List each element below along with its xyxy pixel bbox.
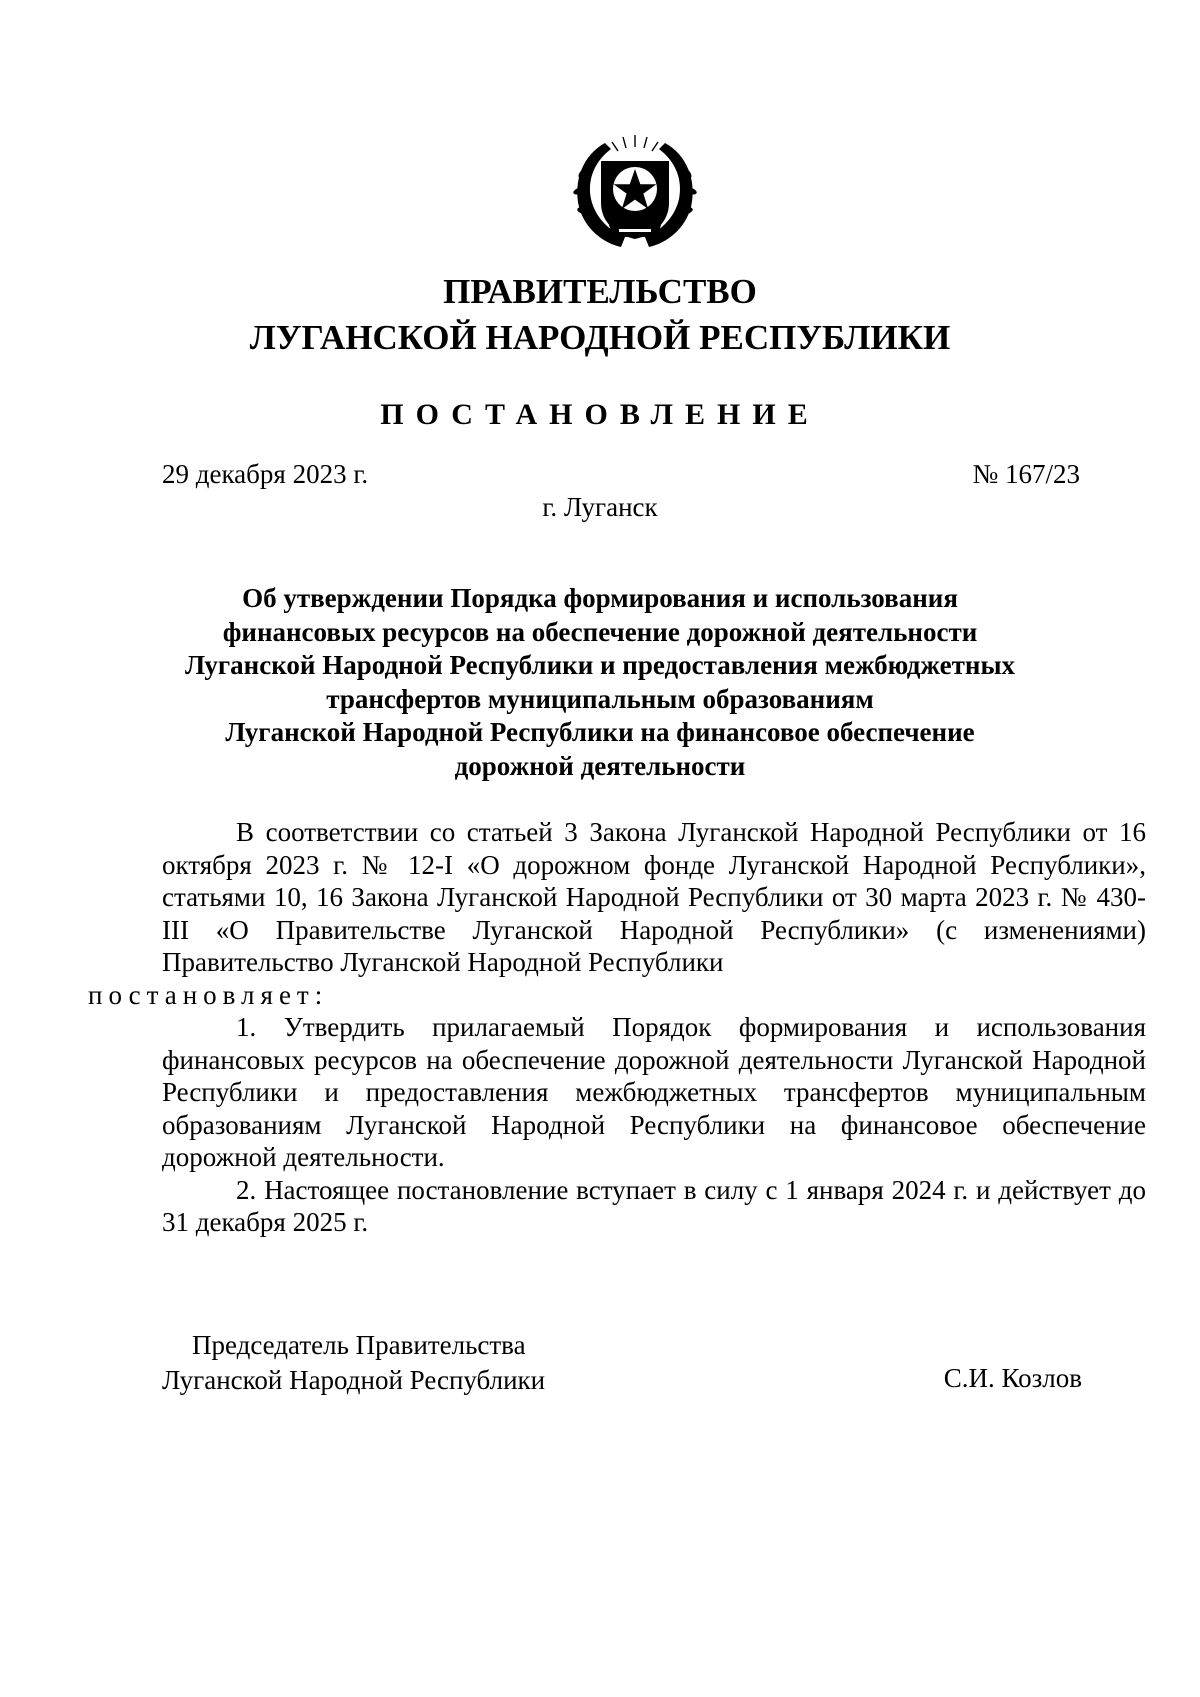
signatory-position	[162, 1328, 545, 1398]
title-line: дорожной деятельности	[454, 750, 746, 781]
preamble-paragraph	[88, 816, 1146, 1011]
coat-of-arms-icon	[565, 133, 705, 251]
government-name-line1: ПРАВИТЕЛЬСТВО	[443, 272, 757, 311]
item-1-paragraph: 1. Утвердить прилагаемый Порядок формирования и использования финансовых ресурсов на обеспечение дорожной деятельности Луганской Народной Республики и предоставления межбюджетных трансфертов муниципальным образованиям Луганской Народной Республики на финансовое обеспечение дорожной деятельности.	[162, 1012, 1146, 1172]
title-line: трансфертов муниципальным образованиям	[326, 683, 874, 714]
preamble-text: В соответствии со статьей 3 Закона Луганской Народной Республики от 16 октября 2023 г. № 12-I «О дорожном фонде Луганской Народной Республики», статьями 10, 16 Закона Луганской Народной Республики от 30 марта 2023 г. № 430-III «О Правительстве Луганской Народной Республики» (с изменениями) Правительство Луганской Народной Республики	[162, 817, 1146, 977]
document-type: ПОСТАНОВЛЕНИЕ	[380, 398, 820, 431]
document-date: 29 декабря 2023 г.	[162, 459, 369, 489]
title-line: Луганской Народной Республики и предоставления межбюджетных	[184, 650, 1016, 680]
document-number: № 167/23	[972, 459, 1080, 489]
signatory-position-line2: Луганской Народной Республики	[162, 1365, 546, 1395]
government-name-line2: ЛУГАНСКОЙ НАРОДНОЙ РЕСПУБЛИКИ	[249, 318, 951, 357]
decision-word: постановляет:	[88, 979, 329, 1010]
title-line: финансовых ресурсов на обеспечение дорожной деятельности	[222, 616, 978, 647]
item-2-paragraph: 2. Настоящее постановление вступает в силу с 1 января 2024 г. и действует до 31 декабря 2025 г.	[162, 1174, 1146, 1237]
document-title	[150, 582, 1050, 783]
title-line: Луганской Народной Республики на финансовое обеспечение	[225, 717, 975, 747]
title-line: Об утверждении Порядка формирования и использования	[242, 583, 958, 613]
signatory-position-line1: Председатель Правительства	[192, 1330, 526, 1360]
signatory-name: С.И. Козлов	[943, 1363, 1082, 1393]
document-body	[88, 816, 1146, 1239]
document-city: г. Луганск	[542, 492, 658, 522]
